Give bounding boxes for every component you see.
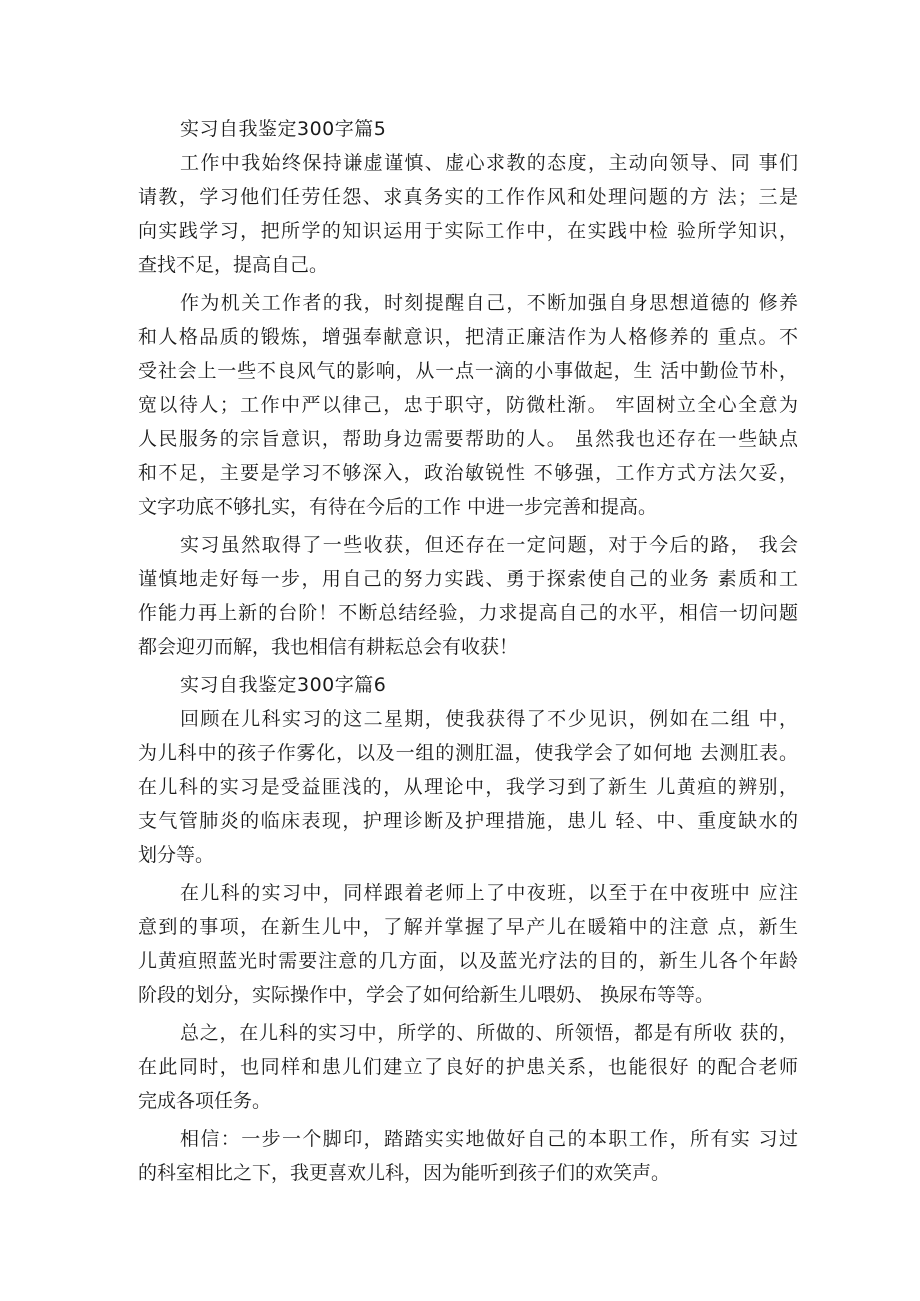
paragraph [138, 286, 798, 524]
text-line: 划分等。 [138, 844, 215, 866]
text-line: 的科室相比之下，我更喜欢儿科，因为能听到孩子们的欢笑声。 [138, 1162, 671, 1184]
paragraph [138, 876, 798, 1012]
text-line: 都会迎刃而解，我也相信有耕耘总会有收获！ [138, 636, 519, 658]
section-heading: 实习自我鉴定300字篇5 [180, 118, 387, 140]
paragraph [138, 1122, 798, 1190]
text-line: 在儿科的实习是受益匪浅的，从理论中，我学习到了新生 儿黄疸的辨别， [138, 776, 798, 798]
text-line: 作能力再上新的台阶！不断总结经验，力求提高自己的水平，相信一切问题 [138, 602, 798, 624]
text-line: 回顾在儿科实习的这二星期，使我获得了不少见识，例如在二组 中， [180, 708, 798, 730]
text-line: 支气管肺炎的临床表现，护理诊断及护理措施，患儿 轻、中、重度缺水的 [138, 810, 798, 832]
text-line: 儿黄疸照蓝光时需要注意的几方面，以及蓝光疗法的目的，新生儿各个年龄 [138, 950, 798, 972]
section-heading: 实习自我鉴定300字篇6 [180, 674, 387, 696]
text-line: 完成各项任务。 [138, 1090, 272, 1112]
text-line: 总之，在儿科的实习中，所学的、所做的、所领悟，都是有所收 获的， [180, 1022, 798, 1044]
text-line: 作为机关工作者的我，时刻提醒自己，不断加强自身思想道德的 修养 [180, 292, 798, 314]
document-body [138, 112, 798, 1190]
text-line: 实习虽然取得了一些收获，但还存在一定问题，对于今后的路， 我会 [180, 534, 798, 556]
text-line: 受社会上一些不良风气的影响，从一点一滴的小事做起，生 活中勤俭节朴， [138, 360, 798, 382]
text-line: 和人格品质的锻炼，增强奉献意识，把清正廉洁作为人格修养的 重点。不 [138, 326, 798, 348]
text-line: 宽以待人；工作中严以律己，忠于职守，防微杜渐。 牢固树立全心全意为 [138, 394, 798, 416]
text-line: 请教，学习他们任劳任怨、求真务实的工作作风和处理问题的方 法；三是 [138, 186, 798, 208]
text-line: 意到的事项，在新生儿中，了解并掌握了早产儿在暖箱中的注意 点，新生 [138, 916, 798, 938]
text-line: 工作中我始终保持谦虚谨慎、虚心求教的态度，主动向领导、同 事们 [180, 152, 798, 174]
paragraph [138, 528, 798, 664]
text-line: 在儿科的实习中，同样跟着老师上了中夜班，以至于在中夜班中 应注 [180, 882, 798, 904]
text-line: 为儿科中的孩子作雾化，以及一组的测肛温，使我学会了如何地 去测肛表。 [138, 742, 798, 764]
text-line: 人民服务的宗旨意识，帮助身边需要帮助的人。 虽然我也还存在一些缺点 [138, 428, 798, 450]
text-line: 在此同时，也同样和患儿们建立了良好的护患关系，也能很好 的配合老师 [138, 1056, 798, 1078]
text-line: 查找不足，提高自己。 [138, 254, 329, 276]
text-line: 相信：一步一个脚印，踏踏实实地做好自己的本职工作，所有实 习过 [180, 1128, 798, 1150]
paragraph [138, 702, 798, 872]
text-line: 向实践学习，把所学的知识运用于实际工作中，在实践中检 验所学知识， [138, 220, 798, 242]
text-line: 文字功底不够扎实，有待在今后的工作 中进一步完善和提高。 [138, 496, 658, 518]
paragraph [138, 1016, 798, 1118]
text-line: 谨慎地走好每一步，用自己的努力实践、勇于探索使自己的业务 素质和工 [138, 568, 798, 590]
text-line: 阶段的划分，实际操作中，学会了如何给新生儿喂奶、 换尿布等等。 [138, 984, 715, 1006]
text-line: 和不足，主要是学习不够深入，政治敏锐性 不够强，工作方式方法欠妥， [138, 462, 798, 484]
paragraph [138, 146, 798, 282]
